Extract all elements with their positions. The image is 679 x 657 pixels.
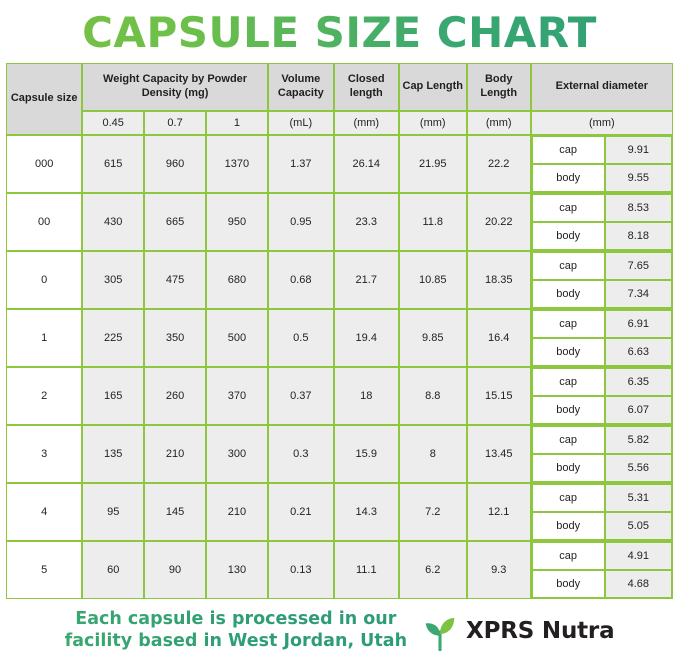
header-body-length: Body Length xyxy=(467,63,531,111)
table-row xyxy=(6,541,673,599)
table-row xyxy=(6,483,673,541)
subheader-external-unit: (mm) xyxy=(531,111,673,135)
ext-body-value: 8.18 xyxy=(605,222,672,250)
header-external-diameter: External diameter xyxy=(531,63,673,111)
cell-body-length: 15.15 xyxy=(467,367,531,425)
cell-density-045: 165 xyxy=(82,367,144,425)
cell-density-1: 210 xyxy=(206,483,268,541)
brand-lockup xyxy=(421,611,614,651)
cell-cap-length: 8 xyxy=(399,425,467,483)
capsule-size-table xyxy=(6,63,673,599)
cell-body-length: 12.1 xyxy=(467,483,531,541)
cell-capsule-size: 2 xyxy=(6,367,82,425)
cell-cap-length: 9.85 xyxy=(399,309,467,367)
subheader-density-045: 0.45 xyxy=(82,111,144,135)
cell-volume: 0.21 xyxy=(268,483,334,541)
table-row xyxy=(6,251,673,309)
ext-body-label: body xyxy=(532,338,605,366)
ext-cap-value: 4.91 xyxy=(605,542,672,570)
header-volume-capacity: Volume Capacity xyxy=(268,63,334,111)
cell-density-07: 475 xyxy=(144,251,206,309)
leaf-logo-icon xyxy=(421,611,459,651)
ext-cap-value: 7.65 xyxy=(605,252,672,280)
cell-closed-length: 15.9 xyxy=(334,425,399,483)
cell-density-1: 680 xyxy=(206,251,268,309)
cell-closed-length: 23.3 xyxy=(334,193,399,251)
cell-density-1: 300 xyxy=(206,425,268,483)
cell-density-045: 60 xyxy=(82,541,144,599)
cell-density-07: 210 xyxy=(144,425,206,483)
cell-closed-length: 26.14 xyxy=(334,135,399,193)
footer xyxy=(0,599,679,657)
ext-body-label: body xyxy=(532,512,605,540)
ext-cap-label: cap xyxy=(532,368,605,396)
cell-capsule-size: 4 xyxy=(6,483,82,541)
cell-density-1: 950 xyxy=(206,193,268,251)
table-subheader-row xyxy=(6,111,673,135)
ext-body-label: body xyxy=(532,454,605,482)
table-row xyxy=(6,135,673,193)
ext-cap-label: cap xyxy=(532,194,605,222)
cell-density-1: 500 xyxy=(206,309,268,367)
table-container xyxy=(0,63,679,599)
ext-cap-value: 6.91 xyxy=(605,310,672,338)
ext-body-label: body xyxy=(532,222,605,250)
cell-volume: 0.13 xyxy=(268,541,334,599)
cell-body-length: 18.35 xyxy=(467,251,531,309)
ext-body-label: body xyxy=(532,280,605,308)
ext-cap-value: 5.31 xyxy=(605,484,672,512)
cell-external-diameter xyxy=(531,483,673,541)
ext-body-label: body xyxy=(532,570,605,598)
cell-density-045: 430 xyxy=(82,193,144,251)
cell-external-diameter xyxy=(531,309,673,367)
header-cap-length: Cap Length xyxy=(399,63,467,111)
cell-cap-length: 7.2 xyxy=(399,483,467,541)
table-row xyxy=(6,193,673,251)
ext-body-value: 5.05 xyxy=(605,512,672,540)
cell-body-length: 16.4 xyxy=(467,309,531,367)
ext-cap-label: cap xyxy=(532,426,605,454)
cell-density-045: 305 xyxy=(82,251,144,309)
ext-cap-label: cap xyxy=(532,310,605,338)
ext-body-value: 4.68 xyxy=(605,570,672,598)
table-row xyxy=(6,309,673,367)
cell-cap-length: 11.8 xyxy=(399,193,467,251)
cell-density-045: 615 xyxy=(82,135,144,193)
cell-external-diameter xyxy=(531,193,673,251)
ext-cap-value: 6.35 xyxy=(605,368,672,396)
cell-capsule-size: 000 xyxy=(6,135,82,193)
cell-volume: 0.95 xyxy=(268,193,334,251)
header-weight-capacity: Weight Capacity by Powder Density (mg) xyxy=(82,63,268,111)
cell-closed-length: 11.1 xyxy=(334,541,399,599)
table-row xyxy=(6,425,673,483)
cell-closed-length: 18 xyxy=(334,367,399,425)
cell-volume: 0.37 xyxy=(268,367,334,425)
cell-cap-length: 8.8 xyxy=(399,367,467,425)
facility-tagline xyxy=(65,609,407,653)
facility-tagline-line2: facility based in West Jordan, Utah xyxy=(64,630,408,651)
ext-body-value: 9.55 xyxy=(605,164,672,192)
subheader-density-1: 1 xyxy=(206,111,268,135)
header-closed-length: Closed length xyxy=(334,63,399,111)
cell-density-07: 350 xyxy=(144,309,206,367)
cell-volume: 1.37 xyxy=(268,135,334,193)
cell-capsule-size: 5 xyxy=(6,541,82,599)
cell-closed-length: 21.7 xyxy=(334,251,399,309)
cell-capsule-size: 3 xyxy=(6,425,82,483)
table-header-row xyxy=(6,63,673,111)
ext-body-value: 7.34 xyxy=(605,280,672,308)
table-row xyxy=(6,367,673,425)
cell-body-length: 22.2 xyxy=(467,135,531,193)
ext-cap-value: 5.82 xyxy=(605,426,672,454)
subheader-body-unit: (mm) xyxy=(467,111,531,135)
cell-density-045: 225 xyxy=(82,309,144,367)
cell-capsule-size: 1 xyxy=(6,309,82,367)
cell-density-07: 145 xyxy=(144,483,206,541)
subheader-density-07: 0.7 xyxy=(144,111,206,135)
ext-body-value: 6.07 xyxy=(605,396,672,424)
cell-body-length: 20.22 xyxy=(467,193,531,251)
ext-cap-value: 9.91 xyxy=(605,136,672,164)
cell-density-045: 135 xyxy=(82,425,144,483)
page-title: CAPSULE SIZE CHART xyxy=(0,0,679,63)
cell-density-1: 130 xyxy=(206,541,268,599)
ext-body-label: body xyxy=(532,396,605,424)
cell-density-07: 260 xyxy=(144,367,206,425)
ext-cap-value: 8.53 xyxy=(605,194,672,222)
cell-body-length: 9.3 xyxy=(467,541,531,599)
ext-body-value: 6.63 xyxy=(605,338,672,366)
subheader-volume-unit: (mL) xyxy=(268,111,334,135)
cell-closed-length: 19.4 xyxy=(334,309,399,367)
cell-cap-length: 6.2 xyxy=(399,541,467,599)
brand-name: XPRS Nutra xyxy=(466,617,615,644)
ext-body-value: 5.56 xyxy=(605,454,672,482)
cell-volume: 0.3 xyxy=(268,425,334,483)
cell-external-diameter xyxy=(531,135,673,193)
cell-external-diameter xyxy=(531,251,673,309)
ext-cap-label: cap xyxy=(532,484,605,512)
cell-volume: 0.5 xyxy=(268,309,334,367)
cell-density-07: 90 xyxy=(144,541,206,599)
cell-body-length: 13.45 xyxy=(467,425,531,483)
cell-density-1: 370 xyxy=(206,367,268,425)
header-capsule-size: Capsule size xyxy=(6,63,82,135)
cell-capsule-size: 0 xyxy=(6,251,82,309)
cell-cap-length: 10.85 xyxy=(399,251,467,309)
facility-tagline-line1: Each capsule is processed in our xyxy=(75,609,397,629)
cell-cap-length: 21.95 xyxy=(399,135,467,193)
cell-density-045: 95 xyxy=(82,483,144,541)
ext-cap-label: cap xyxy=(532,542,605,570)
cell-closed-length: 14.3 xyxy=(334,483,399,541)
cell-density-1: 1370 xyxy=(206,135,268,193)
ext-body-label: body xyxy=(532,164,605,192)
cell-capsule-size: 00 xyxy=(6,193,82,251)
ext-cap-label: cap xyxy=(532,136,605,164)
subheader-closed-unit: (mm) xyxy=(334,111,399,135)
cell-external-diameter xyxy=(531,425,673,483)
cell-density-07: 960 xyxy=(144,135,206,193)
ext-cap-label: cap xyxy=(532,252,605,280)
cell-density-07: 665 xyxy=(144,193,206,251)
cell-external-diameter xyxy=(531,541,673,599)
subheader-cap-unit: (mm) xyxy=(399,111,467,135)
cell-external-diameter xyxy=(531,367,673,425)
cell-volume: 0.68 xyxy=(268,251,334,309)
